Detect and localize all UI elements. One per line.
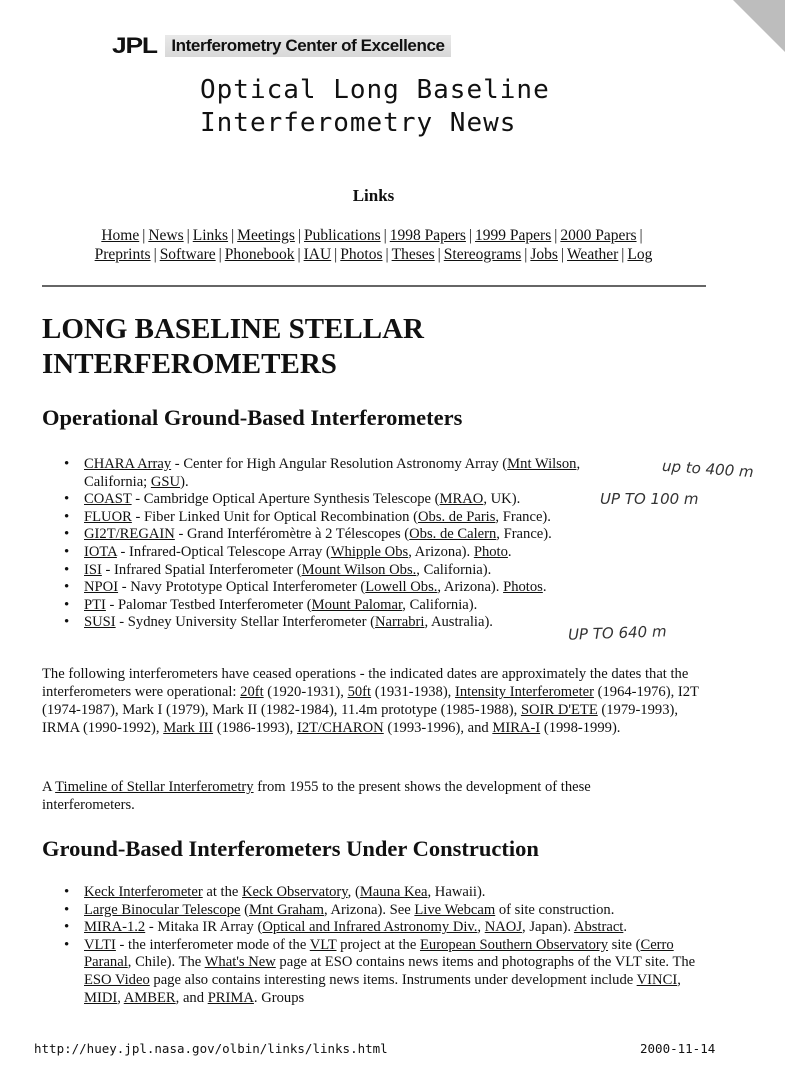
list-item: • FLUOR - Fiber Linked Unit for Optical Recombination (Obs. de Paris, France).	[64, 509, 644, 527]
gi2t-link[interactable]: GI2T/REGAIN	[84, 526, 175, 543]
list-item: • Large Binocular Telescope (Mnt Graham, Arizona). See Live Webcam of site construction.	[64, 902, 704, 920]
footer-url: http://huey.jpl.nasa.gov/olbin/links/links.html	[34, 1041, 388, 1056]
keck-interferometer-link[interactable]: Keck Interferometer	[84, 884, 203, 900]
nav-news[interactable]: News	[148, 227, 184, 244]
amber-link[interactable]: AMBER	[123, 989, 176, 1006]
operational-list	[64, 456, 644, 632]
cerro-paranal-link[interactable]: Cerro Paranal	[84, 936, 674, 971]
construction-list	[64, 884, 704, 1007]
mnt-wilson-link[interactable]: Mnt Wilson	[507, 456, 577, 472]
whipple-link[interactable]: Whipple Obs	[330, 543, 409, 560]
nav-photos[interactable]: Photos	[340, 246, 383, 263]
eso-video-link[interactable]: ESO Video	[84, 971, 150, 988]
narrabri-link[interactable]: Narrabri	[375, 614, 425, 631]
oir-div-link[interactable]: Optical and Infrared Astronomy Div.	[262, 919, 478, 936]
nav-preprints[interactable]: Preprints	[94, 246, 151, 263]
nav-meetings[interactable]: Meetings	[237, 227, 295, 244]
main-heading	[42, 312, 424, 382]
soir-dete-link[interactable]: SOIR D'ETE	[520, 702, 598, 718]
handwritten-note-susi: UP TO 640 m	[567, 622, 667, 644]
masthead-line-2: Interferometry News	[200, 108, 517, 138]
list-item: • IOTA - Infrared-Optical Telescope Array (Whipple Obs, Arizona). Photo.	[64, 544, 644, 562]
mount-wilson-obs-link[interactable]: Mount Wilson Obs.	[301, 561, 417, 578]
site-subtitle: Interferometry Center of Excellence	[165, 35, 450, 57]
nav-1999-papers[interactable]: 1999 Papers	[475, 227, 552, 244]
midi-link[interactable]: MIDI	[84, 989, 118, 1006]
list-item: • NPOI - Navy Prototype Optical Interferometer (Lowell Obs., Arizona). Photos.	[64, 579, 644, 597]
susi-link[interactable]: SUSI	[84, 614, 116, 631]
live-webcam-link[interactable]: Live Webcam	[414, 901, 496, 918]
prima-link[interactable]: PRIMA	[207, 989, 254, 1006]
eso-link[interactable]: European Southern Observatory	[419, 936, 609, 953]
footer-date: 2000-11-14	[640, 1041, 716, 1056]
list-item: • ISI - Infrared Spatial Interferometer (Mount Wilson Obs., California).	[64, 562, 644, 580]
gsu-link[interactable]: GSU	[150, 473, 181, 490]
abstract-link[interactable]: Abstract	[573, 919, 624, 936]
jpl-logo[interactable]: JPL	[112, 33, 157, 58]
nav-iau[interactable]: IAU	[303, 246, 332, 263]
npoi-photos-link[interactable]: Photos	[503, 579, 543, 596]
vlt-link[interactable]: VLT	[309, 936, 337, 953]
whats-new-link[interactable]: What's New	[204, 954, 276, 971]
mira-12-link[interactable]: MIRA-1.2	[84, 919, 146, 936]
i2t-charon-link[interactable]: I2T/CHARON	[296, 720, 384, 736]
isi-link[interactable]: ISI	[84, 561, 102, 578]
construction-heading: Ground-Based Interferometers Under Construction	[42, 836, 539, 861]
chara-link[interactable]: CHARA Array	[84, 456, 172, 472]
page-title: Links	[352, 186, 395, 205]
iota-photo-link[interactable]: Photo	[473, 543, 508, 560]
npoi-link[interactable]: NPOI	[84, 579, 119, 596]
operational-heading: Operational Ground-Based Interferometers	[42, 405, 463, 430]
nav-software[interactable]: Software	[159, 246, 216, 263]
nav-bar	[40, 226, 707, 264]
pti-link[interactable]: PTI	[84, 596, 106, 613]
nav-links[interactable]: Links	[192, 227, 229, 244]
handwritten-note-coast: UP TO 100 m	[600, 490, 699, 508]
list-item: • CHARA Array - Center for High Angular Resolution Astronomy Array (Mnt Wilson, California; GSU).	[64, 456, 644, 491]
main-heading-line-2: INTERFEROMETERS	[42, 348, 337, 380]
nav-1998-papers[interactable]: 1998 Papers	[389, 227, 466, 244]
jpl-banner	[112, 34, 451, 58]
list-item: • GI2T/REGAIN - Grand Interféromètre à 2 Télescopes (Obs. de Calern, France).	[64, 526, 644, 544]
nav-publications[interactable]: Publications	[303, 227, 381, 244]
ceased-paragraph: The following interferometers have ceased operations - the indicated dates are approximately the dates that the interferometers were operational: 20ft (1920-1931), 50ft (1931-1938), Intensity Interferometer (1964-1976), I2T (1974-1987), Mark I (1979), Mark II (1982-1984), 11.4m prototype (1985-1988), SOIR D'ETE (1979-1993), IRMA (1990-1992), Mark III (1986-1993), I2T/CHARON (1993-1996), and MIRA-I (1998-1999).	[42, 666, 699, 736]
mauna-kea-link[interactable]: Mauna Kea	[359, 884, 428, 900]
folded-page-corner	[733, 0, 785, 52]
mrao-link[interactable]: MRAO	[439, 491, 484, 508]
nav-theses[interactable]: Theses	[391, 246, 435, 263]
obs-calern-link[interactable]: Obs. de Calern	[409, 526, 497, 543]
lbt-link[interactable]: Large Binocular Telescope	[84, 901, 241, 918]
nav-log[interactable]: Log	[627, 246, 653, 263]
list-item: • VLTI - the interferometer mode of the VLT project at the European Southern Observatory site (Cerro Paranal, Chile). The What's New page at ESO contains news items and photographs of the VLT site. The ESO Video page also contains interesting news items. Instruments under development include VINCI, MIDI, AMBER, and PRIMA. Groups	[64, 937, 704, 1007]
list-item: • MIRA-1.2 - Mitaka IR Array (Optical and Infrared Astronomy Div., NAOJ, Japan). Abstract.	[64, 919, 704, 937]
nav-weather[interactable]: Weather	[567, 246, 619, 263]
timeline-link[interactable]: Timeline of Stellar Interferometry	[55, 779, 254, 795]
nav-row-1: Home | News | Links | Meetings | Publications | 1998 Papers | 1999 Papers | 2000 Papers |	[101, 227, 643, 244]
masthead-line-1: Optical Long Baseline	[200, 75, 550, 105]
nav-2000-papers[interactable]: 2000 Papers	[560, 227, 637, 244]
mark-iii-link[interactable]: Mark III	[163, 720, 214, 736]
nav-row-2: Preprints | Software | Phonebook | IAU | Photos | Theses | Stereograms | Jobs | Weather | Log	[94, 246, 653, 263]
list-item: • COAST - Cambridge Optical Aperture Synthesis Telescope (MRAO, UK).	[64, 491, 644, 509]
nav-jobs[interactable]: Jobs	[530, 246, 558, 263]
obs-paris-link[interactable]: Obs. de Paris	[417, 508, 496, 525]
keck-observatory-link[interactable]: Keck Observatory	[242, 884, 348, 900]
list-item: • SUSI - Sydney University Stellar Interferometer (Narrabri, Australia).	[64, 614, 644, 632]
main-heading-line-1: LONG BASELINE STELLAR	[42, 313, 424, 345]
nav-phonebook[interactable]: Phonebook	[224, 246, 295, 263]
intensity-interferometer-link[interactable]: Intensity Interferometer	[454, 684, 594, 700]
masthead	[200, 74, 550, 140]
20ft-link[interactable]: 20ft	[240, 684, 264, 700]
handwritten-note-chara: up to 400 m	[661, 456, 755, 482]
mount-palomar-link[interactable]: Mount Palomar	[311, 596, 403, 613]
nav-home[interactable]: Home	[101, 227, 140, 244]
coast-link[interactable]: COAST	[84, 491, 132, 508]
lowell-link[interactable]: Lowell Obs.	[365, 579, 438, 596]
horizontal-divider	[42, 285, 706, 287]
vlti-link[interactable]: VLTI	[84, 936, 116, 953]
list-item: • PTI - Palomar Testbed Interferometer (Mount Palomar, California).	[64, 597, 644, 615]
list-item: • Keck Interferometer at the Keck Observatory, (Mauna Kea, Hawaii).	[64, 884, 704, 902]
nav-stereograms[interactable]: Stereograms	[443, 246, 522, 263]
naoj-link[interactable]: NAOJ	[484, 919, 523, 936]
mnt-graham-link[interactable]: Mnt Graham	[249, 901, 324, 918]
iota-link[interactable]: IOTA	[84, 543, 117, 560]
mira-i-link[interactable]: MIRA-I	[492, 720, 541, 736]
vinci-link[interactable]: VINCI	[636, 971, 678, 988]
50ft-link[interactable]: 50ft	[347, 684, 372, 700]
timeline-paragraph: A Timeline of Stellar Interferometry from 1955 to the present shows the development of these interferometers.	[42, 779, 591, 813]
fluor-link[interactable]: FLUOR	[84, 508, 132, 525]
